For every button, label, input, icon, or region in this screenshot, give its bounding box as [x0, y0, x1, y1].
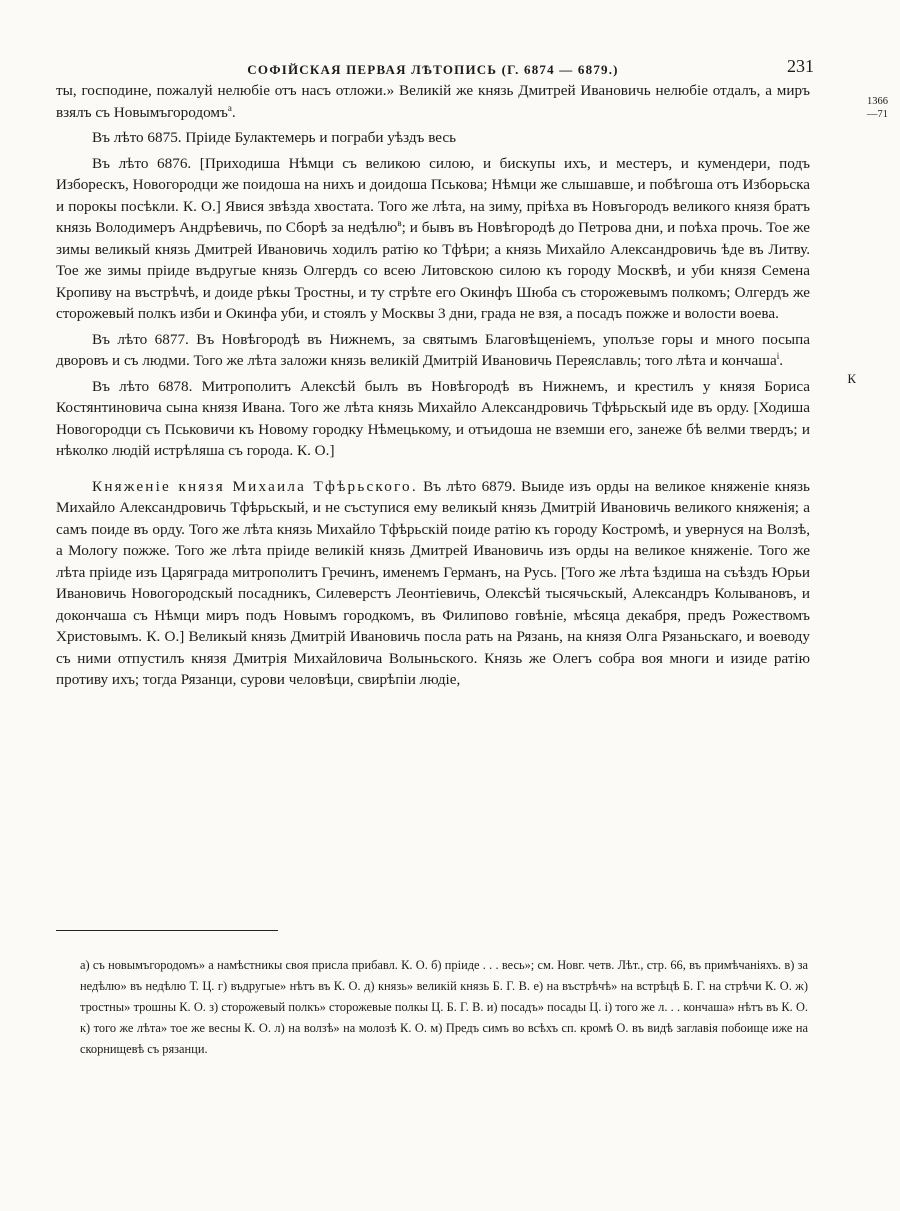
margin-mark: К	[847, 371, 856, 386]
footnote-text: а) съ новымъгородомъ» а намѣстникы своя присла прибавл. К. О. б) пріиде . . . весь»; см. Новг. четв. Лѣт., стр. 66, въ примѣчаніяхъ. в) за недѣлю» въ недѣлю Т. Ц. г) въдругые» нѣтъ въ К. О. д) князь» великій князь Б. Г. В. е) на въстрѣчѣ» на встрѣцѣ Б. Г. на стрѣчи К. О. ж) тростны» трошны К. О. з) сторожевый полкъ» сторожевые полкы Ц. Б. Г. В. и) посадъ» посады Ц. і) того же л. . . кончаша» нѣтъ въ К. О. к) того же лѣта» тое же весны К. О. л) на волзѣ» на молозѣ К. О. м) Предъ симъ во всѣхъ сп. кромѣ О. въ видѣ заглавія побоище иже на скорнищевѣ съ рязанци.	[80, 958, 808, 1056]
chapter-heading: Княженіе князя Михаила Тфѣрьского.	[92, 477, 418, 495]
margin-years: 1366 —71	[867, 96, 888, 120]
footnote-ref: і	[776, 350, 780, 361]
running-header	[56, 54, 814, 80]
paragraph	[56, 153, 810, 325]
paragraph-text: Въ лѣто 6878. Митрополитъ Алексѣй былъ въ Новѣгородѣ въ Нижнемъ, и крестилъ у князя Бориса Костянтиновича сына князя Ивана. Того же лѣта князь Михайло Александровичь Тфѣрьскый иде въ орду. [Ходиша Новогородци съ Пськовичи къ Новому городку Нѣмецькому, и отъидоша не вземши его, занеже бѣ велми твердъ; и нѣколко людій истрѣляша съ города. К. О.]	[56, 377, 810, 459]
paragraph-tail: .	[231, 103, 236, 121]
paragraph-text: ты, господине, пожалуй нелюбіе отъ насъ отложи.» Великій же князь Дмитрей Ивановичь нелюбіе отдалъ, а миръ взялъ съ Новымъгородомъ	[56, 82, 810, 121]
paragraph-tail: .	[779, 352, 784, 369]
paragraph	[56, 127, 810, 149]
page	[56, 54, 814, 691]
paragraph-text: Въ лѣто 6879. Выиде изъ орды на великое княженіе князь Михайло Александровичь Тфѣрьскый, и не съступися ему великый князь Дмитрій Ивановичь великого княженія; а самъ поиде въ орду. Того же лѣта князь Михайло Тфѣрьскій поиде ратію къ городу Костромѣ, и увернуся на Волзѣ, а Мологу пожже. Того же лѣта пріиде великій князь Дмитрей Ивановичь изъ орды на великое княженіе. Того же лѣта пріиде изъ Царяграда митрополитъ Гречинъ, именемъ Германъ, на Русь. [Того же лѣта ѣздиша на съѣздъ Юрьи Ивановичь Новогородскый посадникъ, Силеверстъ Леонтіевичь, Олексѣй тысячьскый, Александръ Колывановъ, и докончаша съ Нѣмци миръ подъ Новымъ городкомъ, въ Филипово говѣніе, мѣсяца декабря, предъ Рожествомъ Христовымъ. К. О.] Великый князь Дмитрій Ивановичь посла рать на Рязань, на князя Олга Рязаньскаго, и воеводу съ ними отпустилъ князя Дмитрія Михайловича Волыньского. Князь же Олегъ собра воя многи и изиде ратію противу ихъ; тогда Рязанци, сурови человѣци, свирѣпіи людіе,	[56, 477, 810, 688]
paragraph	[56, 376, 810, 462]
paragraph-text: Въ лѣто 6875. Пріиде Булактемерь и пограби уѣздъ весь	[92, 129, 457, 146]
main-text	[56, 80, 810, 691]
footnote-divider	[56, 930, 278, 931]
footnotes	[80, 955, 808, 1060]
footnote-ref: в	[397, 217, 402, 228]
paragraph-text: Въ лѣто 6877. Въ Новѣгородѣ въ Нижнемъ, за святымъ Благовѣщеніемъ, уполъзе горы и много посыпа дворовъ и съ людми. Того же лѣта заложи князь великій Дмитрій Ивановичь Переяславль; того лѣта и кончаша	[56, 330, 810, 369]
paragraph-text: Въ лѣто 6876. [Приходиша Нѣмци съ великою силою, и бискупы ихъ, и местеръ, и кумендери, подъ Изборескъ, Новогородци же поидоша на нихъ и доидоша Пськова; Нѣмци же слышавше, и побѣгоша отъ Изборьска и порокы посѣкли. К. О.] Явися звѣзда хвостата. Того же лѣта, на зиму, пріѣха въ Новъгородъ великого князя братъ князь Володимеръ Андрѣевичь, по Сборѣ за недѣлю	[56, 154, 810, 236]
page-number: 231	[787, 56, 814, 76]
running-title: СОФІЙСКАЯ ПЕРВАЯ ЛѢТОПИСЬ (Г. 6874 — 6879.)	[247, 62, 619, 77]
paragraph	[56, 329, 810, 372]
paragraph-chapter	[56, 476, 810, 691]
paragraph	[56, 80, 810, 123]
footnote-ref: а	[227, 102, 232, 113]
paragraph-tail: ; и бывъ въ Новѣгородѣ до Петрова дни, и поѣха прочь. Тое же зимы великый князь Дмитрей Ивановичь ходилъ ратію ко Тфѣри; а князь Михайло Александровичь ѣде въ Литву. Тое же зимы пріиде въдругые князь Олгердъ со всею Литовскою силою къ городу Москвѣ, и уби князя Семена Кропиву на въстрѣчѣ, и доиде рѣкы Тростны, и ту стрѣте его Окинфъ Шюба съ сторожевымъ полкомъ; Олгердъ же сторожевый полкъ изби и Окинфа уби, и стоялъ у Москвы 3 дни, града не взя, а посадъ пожже и волости воева.	[56, 219, 811, 322]
